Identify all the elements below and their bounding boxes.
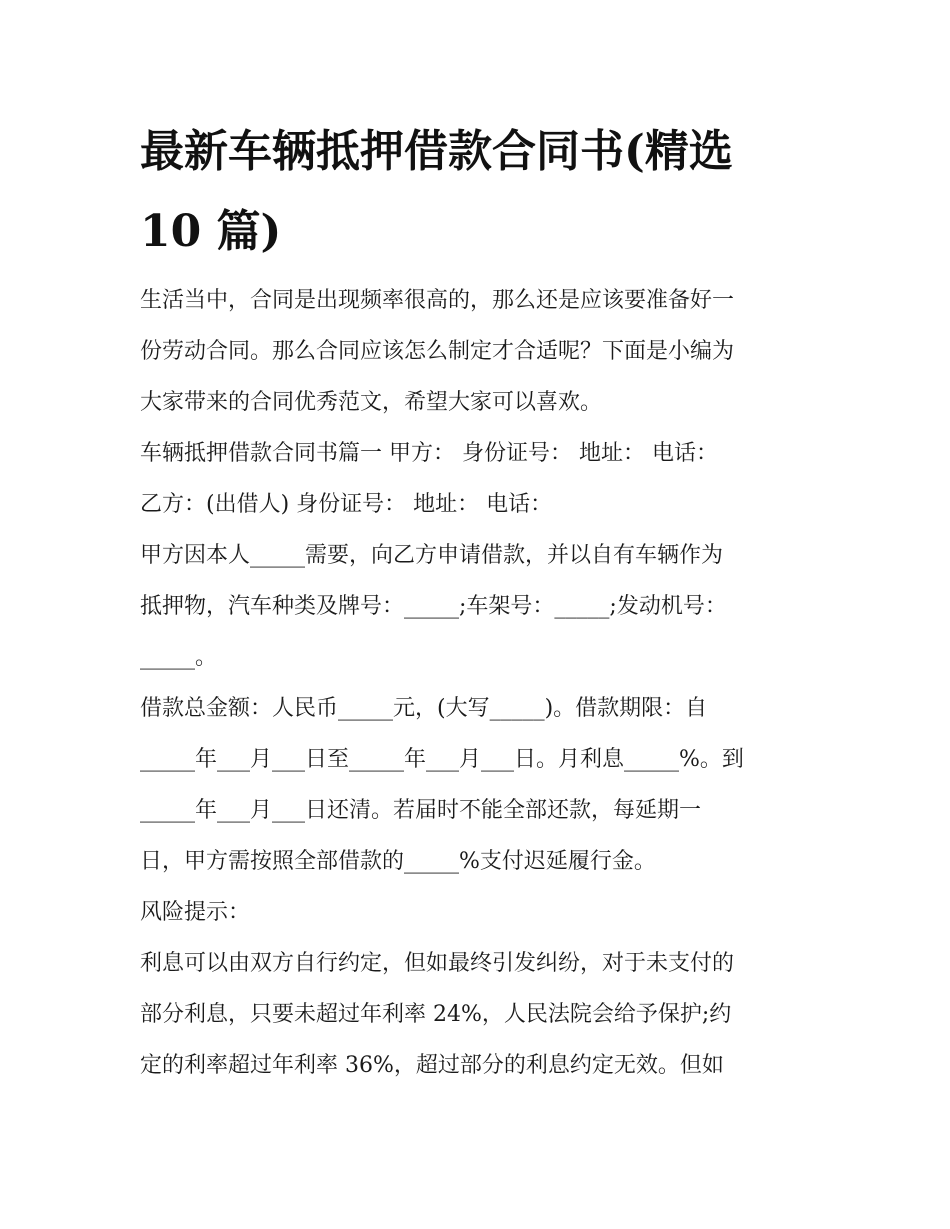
body-line: 借款总金额：人民币_____元，(大写_____)。借款期限：自 [140, 696, 708, 721]
body-line: _____。 [140, 645, 218, 670]
document-title [140, 112, 820, 272]
body-line: 部分利息，只要未超过年利率 24%，人民法院会给予保护;约 [140, 1002, 732, 1027]
body-line: 生活当中，合同是出现频率很高的，那么还是应该要准备好一 [140, 288, 735, 313]
body-line: 份劳动合同。那么合同应该怎么制定才合适呢？下面是小编为 [140, 339, 735, 364]
title-line-2: 10 篇) [140, 206, 282, 257]
body-line: 乙方：(出借人) 身份证号： 地址： 电话： [140, 492, 553, 517]
body-line: 抵押物，汽车种类及牌号：_____;车架号：_____;发动机号： [140, 594, 727, 619]
body-line: 利息可以由双方自行约定，但如最终引发纠纷，对于未支付的 [140, 951, 735, 976]
body-line: 定的利率超过年利率 36%，超过部分的利息约定无效。但如 [140, 1053, 724, 1078]
risk-notice-heading: 风险提示： [140, 900, 251, 925]
title-line-1: 最新车辆抵押借款合同书(精选 [140, 126, 733, 177]
section-heading-line: 车辆抵押借款合同书篇一 甲方： 身份证号： 地址： 电话： [140, 441, 718, 466]
body-line: _____年___月___日至_____年___月___日。月利息_____%。到 [140, 747, 744, 772]
body-line: 日，甲方需按照全部借款的_____%支付迟延履行金。 [140, 849, 656, 874]
document-body [140, 275, 820, 1091]
body-line: 大家带来的合同优秀范文，希望大家可以喜欢。 [140, 390, 603, 415]
body-line: 甲方因本人_____需要，向乙方申请借款，并以自有车辆作为 [140, 543, 724, 568]
body-line: _____年___月___日还清。若届时不能全部还款，每延期一 [140, 798, 702, 823]
